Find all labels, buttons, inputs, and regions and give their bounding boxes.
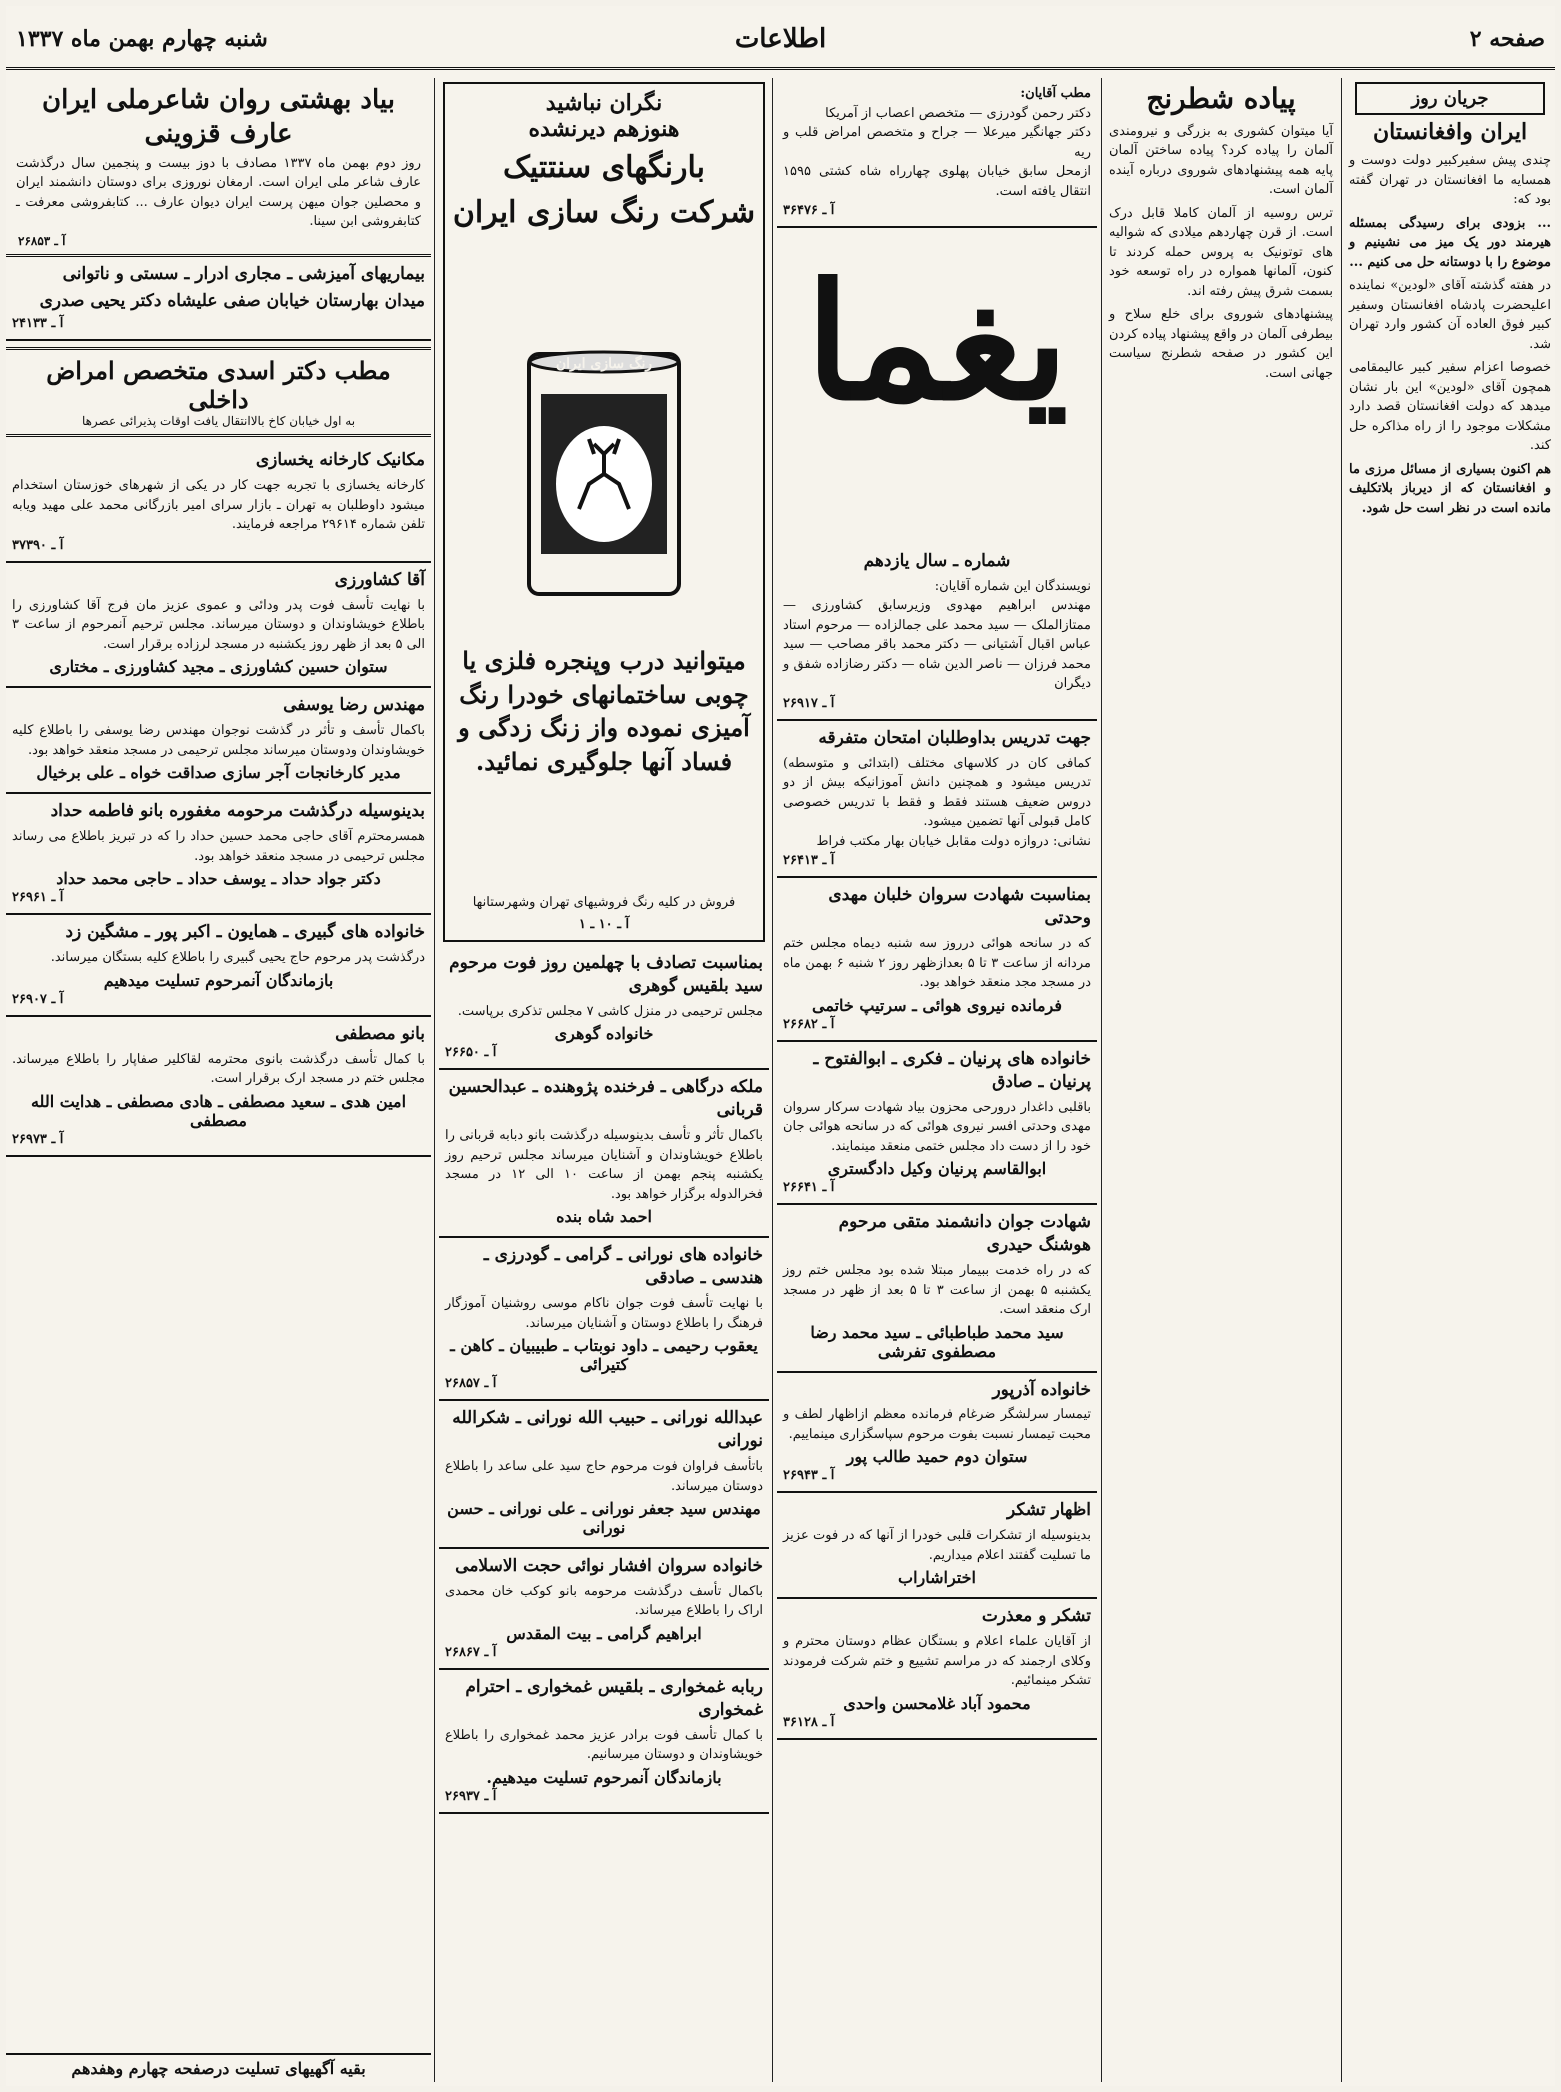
notice-code: آ ـ ۲۶۹۷۳	[12, 1131, 64, 1147]
notice-body: باقلبی داغدار درورحی محزون بیاد شهادت سرکار سروان مهدی وحدتی افسر نیروی هوائی که در سانحه هوائی جان خود را از دست داد مجلس ختمی منعقد مینمایند.	[783, 1099, 1091, 1154]
article-paragraph: هم اکنون بسیاری از مسائل مرزی ما و افغانستان که از دیرباز بلاتکلیف مانده است در نظر است حل شود.	[1349, 461, 1551, 516]
notice-item	[439, 1401, 769, 1549]
article-paragraph: آیا میتوان کشوری به بزرگی و نیرومندی آلمان را پیاده کرد؟ پیاده ساختن آلمان پایه همه پیشنهادهای شوروی درباره آینده آلمان است.	[1109, 123, 1333, 198]
column-notices-4	[439, 78, 769, 2082]
yaghma-logo-box	[783, 242, 1091, 542]
notice-body: همسرمحترم آقای حاجی محمد حسین حداد را که در تبریز باطلاع می رساند مجلس ترحیمی در مسجد منعقد خواهد بود.	[12, 829, 425, 864]
notice-list	[6, 443, 431, 1156]
ad-line: دکتر جهانگیر میرعلا — جراح و متخصص امراض قلب و ریه	[783, 125, 1091, 160]
notice-item	[6, 794, 431, 915]
notice-body: باکمال تأثر و تأسف بدینوسیله درگذشت بانو دبابه قربانی را باطلاع خویشاوندان و آشنایان میرساند مجلس ترحیم روز یکشنبه پنجم بهمن از ساعت ۱۰ الی ۱۲ در مسجد فخرالدوله برگزار خواهد بود.	[445, 1128, 763, 1202]
notice-title: تشکر و معذرت	[981, 1606, 1091, 1627]
notice-signature: ستوان دوم حمید طالب پور	[846, 1447, 1028, 1467]
clinic-subtitle: به اول خیابان کاخ بالاانتقال یافت اوقات پذیرائی عصرها	[81, 414, 356, 429]
notice-body: با کمال تأسف فوت برادر عزیز محمد غمخواری را باطلاع خویشاوندان و دوستان میرسانیم.	[445, 1727, 763, 1763]
newspaper-page	[6, 6, 1555, 2086]
ad-line: ازمحل سابق خیابان پهلوی چهارراه شاه کشتی ۱۵۹۵ انتقال یافته است.	[783, 164, 1091, 199]
notice-body: تیمسار سرلشگر ضرغام فرمانده معظم ازاظهار لطف و محبت تیمسار نسبت بفوت مرحوم سپاسگزاری مینماییم.	[783, 1407, 1091, 1442]
notice-item	[777, 1373, 1097, 1494]
notice-signature: مدیر کارخانجات آجر سازی صداقت خواه ـ علی برخیال	[36, 763, 401, 783]
clinic-ad-1	[6, 257, 431, 342]
notice-signature: بازماندگان آنمرحوم تسلیت میدهیم.	[486, 1767, 722, 1787]
notice-body: با نهایت تأسف فوت جوان ناکام موسی روشنیان آموزگار فرهنگ را باطلاع دوستان و آشنایان میرساند.	[445, 1296, 763, 1331]
doctor-ad	[777, 78, 1097, 228]
article-headline: پیاده شطرنج	[1146, 82, 1296, 115]
notice-title: مکانیک کارخانه یخسازی	[255, 450, 425, 471]
article-paragraph: پیشنهادهای شوروی برای خلع سلاح و بیطرفی آلمان در واقع پیشنهاد پیاده کردن این کشور در صفحه شطرنج سیاست جهانی است.	[1109, 307, 1333, 381]
notice-title: بدینوسیله درگذشت مرحومه مغفوره بانو فاطمه حداد	[50, 801, 425, 822]
yaghma-issue: شماره ـ سال یازدهم	[863, 551, 1011, 571]
column-rule	[434, 78, 435, 2082]
notice-title: عبدالله نورانی ـ حبیب الله نورانی ـ شکرالله نورانی	[452, 1408, 763, 1452]
notice-item	[777, 1042, 1097, 1205]
paper-name: اطلاعات	[734, 24, 827, 54]
notice-body: باتأسف فراوان فوت مرحوم حاج سید علی ساعد را باطلاع دوستان میرساند.	[445, 1459, 763, 1494]
ad-company: شرکت رنگ سازی ایران	[452, 195, 756, 230]
notice-item	[439, 1070, 769, 1238]
notice-title: ملکه درگاهی ـ فرخنده پژوهنده ـ عبدالحسین قربانی	[448, 1077, 763, 1121]
notice-body: درگذشت پدر مرحوم حاج یحیی گبیری را باطلاع کلیه بستگان میرساند.	[50, 950, 425, 966]
notice-item	[777, 1493, 1097, 1599]
ad-body: کمافی کان در کلاسهای مختلف (ابتدائی و متوسطه) تدریس میشود و همچنین دانش آموزانیکه بیش از دو دروس ضعیف هستند فقط و فقط با تدریس خصوصی کامل قبولی آنها تضمین میشود.	[783, 755, 1091, 830]
notice-title: شهادت جوان دانشمند متقی مرحوم هوشنگ حیدری	[838, 1212, 1091, 1256]
column-current-affairs	[1345, 78, 1555, 2082]
notice-body: از آقایان علماء اعلام و بستگان عظام دوستان محترم و وکلای ارجمند که در مراسم تشییع و ختم شرکت فرمودند تشکر مینمائیم.	[783, 1634, 1091, 1689]
notice-signature: یعقوب رحیمی ـ داود نوبتاب ـ طبیبیان ـ کاهن ـ کتیرائی	[450, 1336, 758, 1375]
notice-signature: بازماندگان آنمرحوم تسلیت میدهیم	[103, 970, 334, 990]
article-paragraph: در هفته گذشته آقای «لودین» نماینده اعلیحضرت پادشاه افغانستان وسفیر کبیر فوق العاده آن کشور وارد تهران شد.	[1349, 278, 1551, 352]
notice-signature: محمود آباد غلامحسن واحدی	[843, 1693, 1031, 1713]
ad-subtitle: میدان بهارستان خیابان صفی علیشاه دکتر یحیی صدری	[39, 290, 425, 311]
ad-code: آ ـ ۱۰ ـ ۱	[578, 917, 630, 932]
notice-item	[439, 1549, 769, 1670]
notice-body: با کمال تأسف درگذشت بانوی محترمه لقاکلیر صفاپار را باطلاع میرساند. مجلس ختم در مسجد ارک برقرار است.	[12, 1051, 425, 1087]
notice-signature: احمد شاه بنده	[556, 1207, 652, 1227]
notice-item	[6, 443, 431, 562]
column-rule	[772, 78, 773, 2082]
notice-body: باکمال تأسف درگذشت مرحومه بانو کوکب خان محمدی اراک را باطلاع میرساند.	[445, 1583, 763, 1619]
notice-title: بمناسبت شهادت سروان خلبان مهدی وحدتی	[828, 885, 1091, 929]
notice-body: بدینوسیله از تشکرات قلبی خودرا از آنها که در فوت عزیز ما تسلیت گفتند اعلام میداریم.	[783, 1528, 1091, 1563]
article-body	[1345, 149, 1555, 520]
column-rule	[1101, 78, 1102, 2082]
notice-item	[439, 1238, 769, 1401]
notice-code: آ ـ ۲۶۹۳۷	[445, 1788, 497, 1804]
ad-footer: فروش در کلیه رنگ فروشیهای تهران وشهرستانها	[472, 895, 736, 910]
notice-signature: فرمانده نیروی هوائی ـ سرتیپ خاتمی	[811, 995, 1063, 1015]
notice-body: کارخانه یخسازی با تجربه جهت کار در یکی از شهرهای خوزستان استخدام میشود داوطلبان به تهران ـ بازار سرای امیر بازرگانی محمد علی مهید ویابه تلفن شماره ۲۹۶۱۴ مراجعه فرمایند.	[12, 478, 425, 533]
notice-code: آ ـ ۲۶۶۸۲	[783, 1016, 835, 1032]
ad-line: دکتر رحمن گودرزی — متخصص اعصاب از آمریکا	[825, 105, 1091, 121]
notice-item	[6, 915, 431, 1016]
ad-code: آ ـ ۲۶۹۱۷	[783, 695, 835, 711]
can-label: رنگ سازی ایران	[555, 356, 653, 372]
column-chess-article	[1105, 78, 1337, 2082]
column-notices-3	[777, 78, 1097, 2082]
yaghma-logo: یغما	[805, 248, 1069, 436]
ad-title: جهت تدریس بداوطلبان امتحان متفرقه	[818, 727, 1091, 748]
notice-signature: ابوالقاسم پرنیان وکیل دادگستری	[827, 1159, 1047, 1179]
column-notices-5	[6, 78, 431, 2082]
notice-signature: ابراهیم گرامی ـ بیت المقدس	[506, 1623, 702, 1643]
clinic-ad-2	[6, 347, 431, 437]
page-number: صفحه ۲	[1469, 26, 1545, 52]
notice-code: آ ـ ۲۶۶۴۱	[783, 1180, 835, 1196]
continuation-footer: بقیه آگهیهای تسلیت درصفحه چهارم وهفدهم	[6, 2053, 431, 2078]
clinic-title: مطب دکتر اسدی متخصص امراض داخلی	[46, 356, 391, 415]
notice-list	[777, 878, 1097, 1739]
ad-body: میتوانید درب وپنجره فلزی یا چوبی ساختمانهای خودرا رنگ آمیزی نموده واز زنگ زدگی و فساد آنها جلوگیری نمائید.	[458, 646, 750, 776]
notice-title: بانو مصطفی	[335, 1023, 425, 1044]
ad-code: آ ـ ۲۴۱۳۳	[12, 316, 64, 332]
notice-title: خانواده های گبیری ـ همایون ـ اکبر پور ـ مشگین زد	[65, 922, 425, 943]
yaghma-ad	[777, 228, 1097, 721]
notice-body: مجلس ترحیمی در منزل کاشی ۷ مجلس تذکری برپاست.	[457, 1003, 763, 1019]
ad-title: بیماریهای آمیزشی ـ مجاری ادرار ـ سستی و ناتوانی	[62, 263, 425, 284]
notice-title: اظهار تشکر	[1006, 1500, 1091, 1521]
ad-code: آ ـ ۲۶۸۵۳	[18, 233, 66, 248]
paint-can-image	[519, 344, 689, 604]
notice-body: باکمال تأسف و تأثر در گذشت نوجوان مهندس رضا یوسفی را باطلاع کلیه خویشاوندان ودوستان میرساند مجلس ترحیمی در مسجد منعقد خواهد بود.	[12, 723, 425, 758]
notice-code: آ ـ ۲۶۸۵۷	[445, 1376, 497, 1392]
notice-code: آ ـ ۲۶۹۶۱	[12, 890, 64, 906]
notice-item	[6, 563, 431, 688]
notice-signature: ستوان حسین کشاورزی ـ مجید کشاورزی ـ مختاری	[49, 657, 388, 677]
notice-title: خانواده سروان افشار نوائی حجت الاسلامی	[455, 1556, 763, 1576]
notice-signature: اختراشاراب	[898, 1568, 976, 1588]
notice-code: آ ـ ۲۶۹۴۳	[783, 1468, 835, 1484]
article-paragraph: ترس روسیه از آلمان کاملا قابل درک است. از قرن چهاردهم میلادی که شوالیه های توتونیک به پروس حمله کردند تا کنون، آلمانها همواره در راه توسعه خود بسمت شرق پیش رفته اند.	[1109, 205, 1333, 299]
notice-title: خانواده آذرپور	[992, 1379, 1091, 1400]
notice-item	[777, 1205, 1097, 1372]
ad-title: مطب آقایان:	[1020, 86, 1091, 101]
notice-signature: مهندس سید جعفر نورانی ـ علی نورانی ـ حسن نورانی	[447, 1499, 761, 1537]
ad-brand: بارنگهای سنتتیک	[503, 150, 705, 185]
section-box-title: جریان روز	[1355, 82, 1545, 115]
notice-code: آ ـ ۳۶۱۲۸	[783, 1714, 835, 1730]
notice-title: خانواده های پرنیان ـ فکری ـ ابوالفتوح ـ پرنیان ـ صادق	[813, 1048, 1091, 1092]
article-paragraph: چندی پیش سفیرکبیر دولت دوست و همسایه ما افغانستان در تهران گفته بود که:	[1349, 153, 1551, 208]
notice-signature: امین هدی ـ سعید مصطفی ـ هادی مصطفی ـ هدایت الله مصطفی	[30, 1091, 407, 1130]
article-paragraph: خصوصا اعزام سفیر کبیر عالیمقامی همچون آقای «لودین» این بار نشان میدهد که دولت افغانستان قصد دارد مشکلات موجود را از راه مذاکره حل کند.	[1349, 360, 1551, 454]
masthead	[6, 6, 1555, 70]
notice-title: بمناسبت تصادف با چهلمین روز فوت مرحوم سید بلقیس گوهری	[449, 953, 763, 996]
paint-ad	[443, 82, 765, 942]
notice-signature: دکتر جواد حداد ـ یوسف حداد ـ حاجی محمد حداد	[56, 869, 381, 889]
notice-signature: سید محمد طباطبائی ـ سید محمد رضا مصطفوی تفرشی	[810, 1322, 1064, 1361]
notice-body: که در راه خدمت ببیمار مبتلا شده بود مجلس ختم روز یکشنبه ۵ بهمن از ساعت ۳ تا ۵ بعد از ظهر در مسجد ارک منعقد است.	[783, 1263, 1092, 1317]
notice-title: مهندس رضا یوسفی	[283, 695, 425, 716]
column-rule	[1341, 78, 1342, 2082]
issue-date: شنبه چهارم بهمن ماه ۱۳۳۷	[16, 26, 268, 52]
notice-item	[777, 1599, 1097, 1739]
ad-headline: نگران نباشید	[545, 90, 663, 116]
article-paragraph: ... بزودی برای رسیدگی بمسئله هیرمند دور یک میز می نشینیم و موضوع را با دوستانه حل می کنیم ...	[1349, 215, 1551, 270]
notice-list	[439, 946, 769, 1814]
notice-body: که در سانحه هوائی درروز سه شنبه دیماه مجلس ختم مردانه از ساعت ۳ تا ۵ بعدازظهر روز ۲ شنبه ۶ بهمن ماه در مسجد مجد منعقد خواهد بود.	[783, 936, 1091, 991]
notice-body: با نهایت تأسف فوت پدر ودائی و عموی عزیز مان فرج آقا کشاورزی را باطلاع خویشاوندان و دوستان میرساند. مجلس ترحیم آنمرحوم از ساعت ۳ الی ۵ بعد از ظهر روز یکشنبه در مسجد لرزاده برقرار است.	[12, 597, 425, 652]
ad-headline: هنوزهم دیرنشده	[528, 116, 680, 142]
notice-code: آ ـ ۲۶۸۶۷	[445, 1644, 497, 1660]
notice-code: آ ـ ۲۶۹۰۷	[12, 991, 64, 1007]
ad-address: نشانی: دروازه دولت مقابل خیابان بهار مکتب فراط	[816, 833, 1091, 849]
notice-title: خانواده های نورانی ـ گرامی ـ گودرزی ـ هندسی ـ صادقی	[483, 1245, 763, 1289]
memorial-body: روز دوم بهمن ماه ۱۳۳۷ مصادف با دوز بیست و پنجمین سال درگذشت عارف شاعر ملی ایران است. ارمغان نوروزی برای دوستان دانشمند ایران و محصلین جوان میهن پرست ایران دیوان عارف ... کتابفروشی معرفت ـ کتابفروشی ابن سینا.	[16, 155, 421, 230]
notice-title: آقا کشاورزی	[334, 569, 425, 590]
notice-item	[439, 946, 769, 1070]
notice-code: آ ـ ۲۶۶۵۰	[445, 1045, 497, 1061]
article-headline: ایران وافغانستان	[1372, 119, 1528, 145]
tutoring-ad	[777, 721, 1097, 878]
notice-title: ربابه غمخواری ـ بلقیس غمخواری ـ احترام غمخواری	[465, 1676, 763, 1720]
ad-code: آ ـ ۳۶۴۷۶	[783, 203, 835, 218]
memorial-ad	[6, 78, 431, 257]
notice-signature: خانواده گوهری	[554, 1024, 654, 1044]
ad-code: آ ـ ۲۶۴۱۳	[783, 853, 835, 869]
notice-code: آ ـ ۳۷۳۹۰	[12, 537, 64, 553]
notice-item	[439, 1670, 769, 1814]
notice-item	[777, 878, 1097, 1041]
yaghma-authors: مهندس ابراهیم مهدوی وزیرسابق کشاورزی — ممتازالملک — سید محمد علی جمالزاده — مرحوم استاد عباس اقبال آشتیانی — دکتر محمد باقر مصاحب — سید محمد فرزان — ناصر الدین شاه — دکتر رضازاده شفق و دیگران	[783, 598, 1091, 692]
yaghma-intro: نویسندگان این شماره آقایان:	[934, 578, 1091, 594]
notice-item	[6, 1017, 431, 1157]
notice-item	[6, 688, 431, 794]
memorial-title: بیاد بهشتی روان شاعرملی ایران عارف قزوینی	[41, 85, 396, 149]
